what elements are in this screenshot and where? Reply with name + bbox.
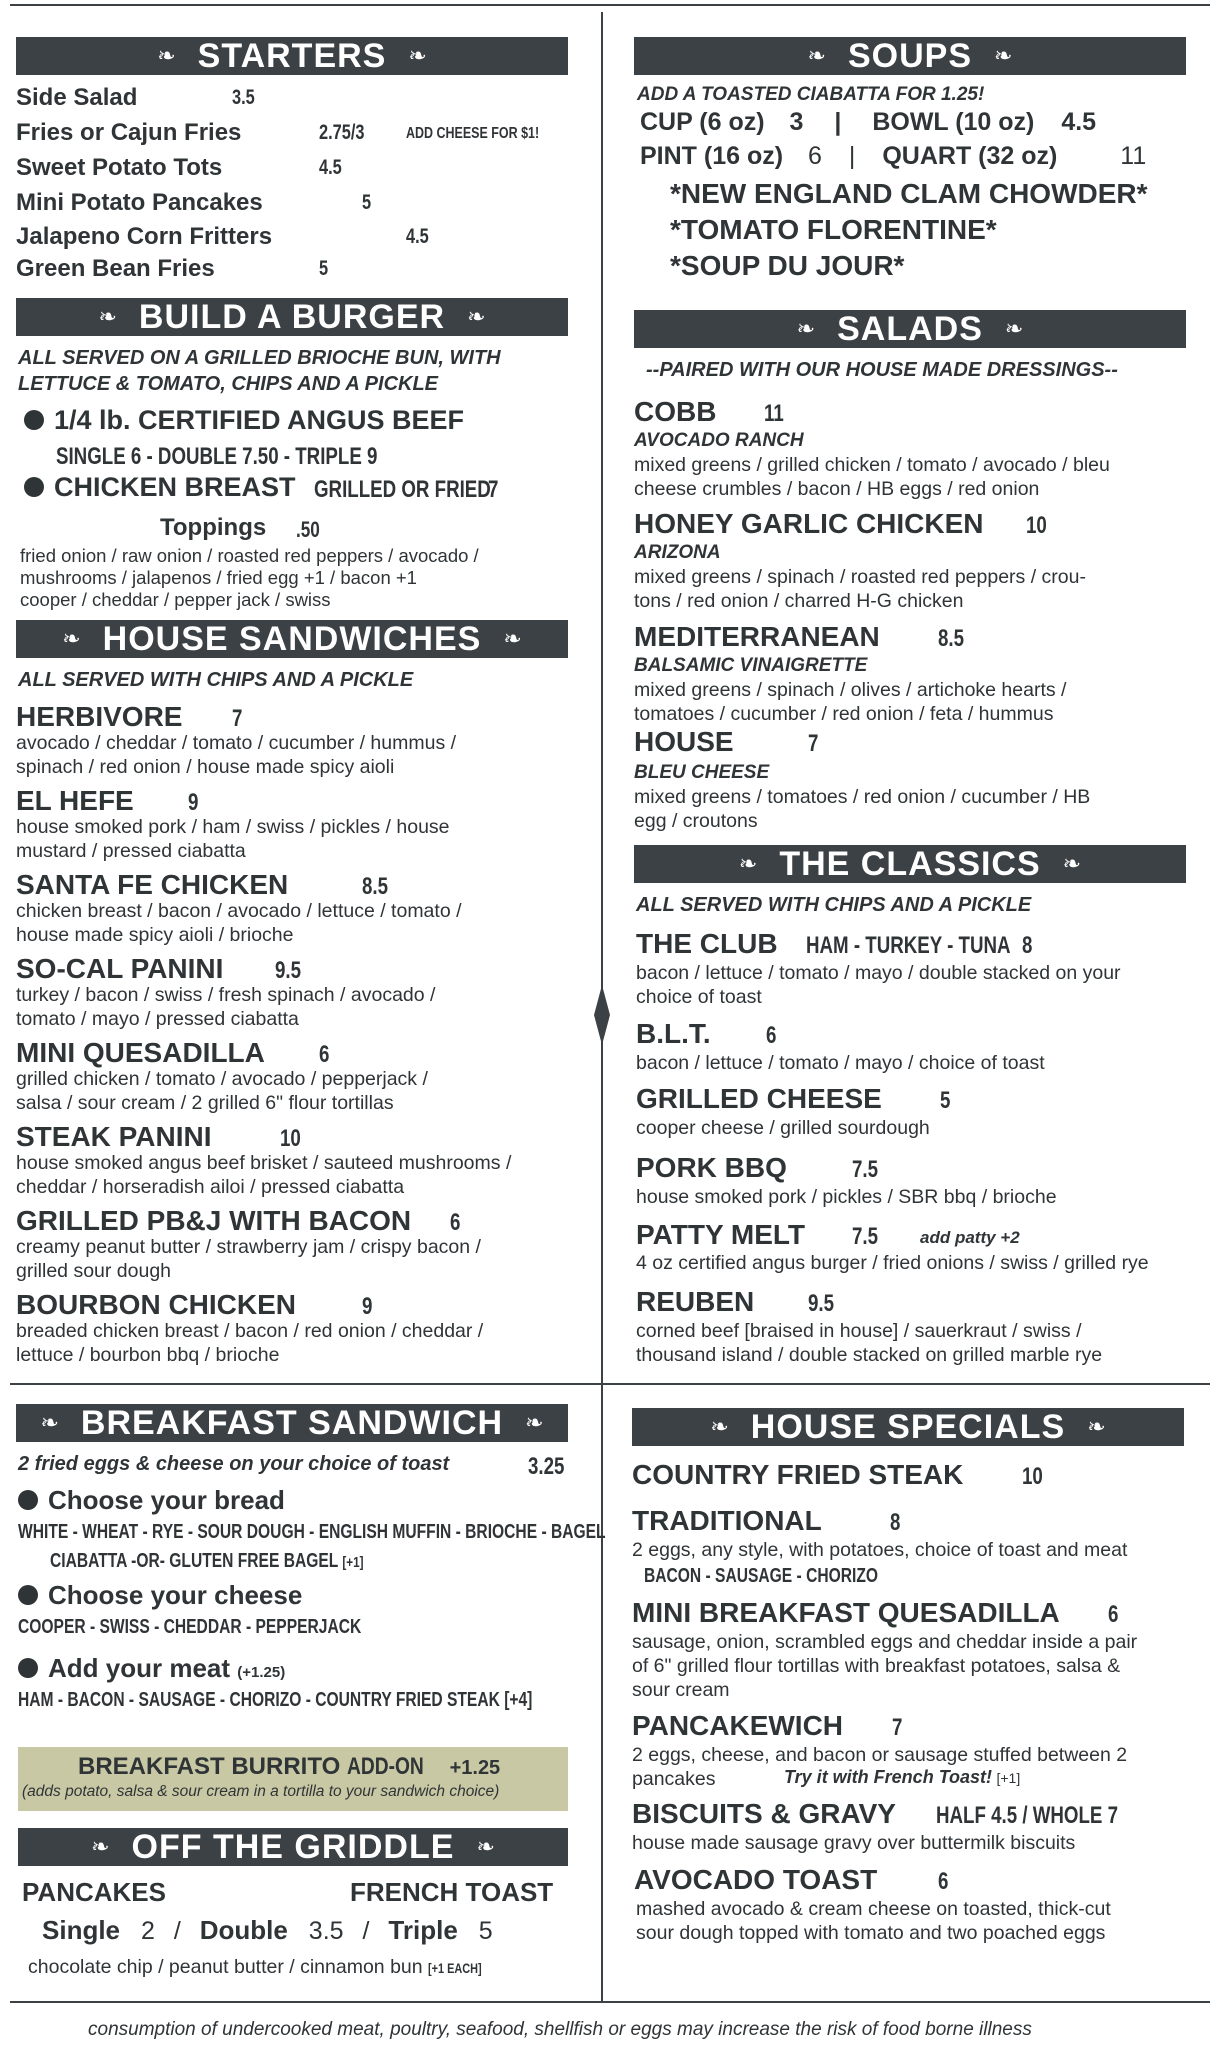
starter-price: 4.5 xyxy=(319,156,342,179)
classic-price: 5 xyxy=(940,1087,951,1114)
salad-desc: mixed greens / grilled chicken / tomato / avocado / bleu xyxy=(634,454,1110,476)
cheese-label: Choose your cheese xyxy=(18,1580,302,1611)
sandwich-desc: chicken breast / bacon / avocado / lettuce / tomato / xyxy=(16,900,462,922)
beef-option: 1/4 lb. CERTIFIED ANGUS BEEF xyxy=(24,405,464,436)
toppings-list: cooper / cheddar / pepper jack / swiss xyxy=(20,589,331,610)
classic-name: B.L.T. xyxy=(636,1018,711,1049)
special-name: AVOCADO TOAST xyxy=(634,1864,878,1895)
burrito-note: (adds potato, salsa & sour cream in a tortilla to your sandwich choice) xyxy=(22,1783,500,1800)
classic-name: GRILLED CHEESE xyxy=(636,1083,882,1114)
special-desc: 2 eggs, cheese, and bacon or sausage stuffed between 2 xyxy=(632,1744,1128,1766)
leaf-icon: ❧ xyxy=(1087,1414,1106,1440)
classic-price: 7.5 xyxy=(852,1223,879,1250)
breakfast-price: 3.25 xyxy=(528,1453,565,1480)
salad-desc: mixed greens / spinach / roasted red peppers / crou- xyxy=(634,566,1086,588)
sandwich-price: 10 xyxy=(280,1125,301,1152)
leaf-icon: ❧ xyxy=(738,851,758,877)
salad-price: 7 xyxy=(808,730,819,757)
classic-price: 8 xyxy=(1022,932,1033,959)
sandwich-price: 9 xyxy=(362,1293,373,1320)
starter-price: 4.5 xyxy=(406,225,429,248)
sandwich-desc: house smoked angus beef brisket / sauteed mushrooms / xyxy=(16,1152,512,1174)
sandwich-name: HERBIVORE xyxy=(16,701,183,732)
salad-name: HOUSE xyxy=(634,726,734,757)
bread-options: CIABATTA -OR- GLUTEN FREE BAGEL [+1] xyxy=(50,1550,364,1572)
footer-disclaimer: consumption of undercooked meat, poultry, seafood, shellfish or eggs may increase the risk of food borne illness xyxy=(88,2019,1032,2040)
top-rule xyxy=(10,4,1210,6)
soup-item: *SOUP DU JOUR* xyxy=(670,250,905,281)
bullet-icon xyxy=(24,477,44,497)
cheese-note: ADD CHEESE FOR $1! xyxy=(406,125,540,142)
bottom-rule xyxy=(10,2001,1210,2003)
special-name: TRADITIONAL xyxy=(632,1505,822,1536)
starter-price: 5 xyxy=(319,257,329,280)
bullet-icon xyxy=(18,1658,38,1678)
starters-title: STARTERS xyxy=(197,36,387,75)
diamond-ornament xyxy=(594,985,610,1045)
soup-sizes-row1: CUP (6 oz) 3 | BOWL (10 oz) 4.5 xyxy=(640,108,1097,136)
classic-desc: thousand island / double stacked on grilled marble rye xyxy=(636,1344,1103,1366)
salad-price: 8.5 xyxy=(938,625,965,652)
special-desc: of 6" grilled flour tortillas with breakfast potatoes, salsa & xyxy=(632,1655,1121,1677)
pancakes-label: PANCAKES xyxy=(22,1877,166,1907)
sandwiches-note: ALL SERVED WITH CHIPS AND A PICKLE xyxy=(18,669,414,691)
salad-name: MEDITERRANEAN xyxy=(634,621,880,652)
sandwich-desc: creamy peanut butter / strawberry jam / crispy bacon / xyxy=(16,1236,481,1258)
special-desc: pancakes xyxy=(632,1768,716,1790)
starter-price: 2.75/3 xyxy=(319,121,365,144)
special-name: MINI BREAKFAST QUESADILLA xyxy=(632,1597,1060,1628)
starter-name: Sweet Potato Tots xyxy=(16,154,223,181)
burger-sizes: SINGLE 6 - DOUBLE 7.50 - TRIPLE 9 xyxy=(56,443,378,470)
sandwich-desc: house smoked pork / ham / swiss / pickles / house xyxy=(16,816,450,838)
sandwiches-banner xyxy=(16,620,568,658)
chicken-option: CHICKEN BREAST xyxy=(24,472,296,503)
classic-desc: cooper cheese / grilled sourdough xyxy=(636,1117,930,1139)
sandwich-price: 6 xyxy=(319,1041,330,1068)
special-desc: 2 eggs, any style, with potatoes, choice of toast and meat xyxy=(632,1539,1128,1561)
salads-title: SALADS xyxy=(837,309,983,348)
leaf-icon: ❧ xyxy=(710,1414,729,1440)
mid-rule xyxy=(10,1383,1210,1385)
toppings-price: .50 xyxy=(296,517,320,542)
leaf-icon: ❧ xyxy=(91,1834,110,1860)
sandwich-desc: breaded chicken breast / bacon / red onion / cheddar / xyxy=(16,1320,484,1342)
griddle-banner xyxy=(18,1828,568,1866)
breakfast-title: BREAKFAST SANDWICH xyxy=(80,1403,504,1442)
special-name: PANCAKEWICH xyxy=(632,1710,844,1741)
french-toast-label: FRENCH TOAST xyxy=(350,1877,554,1907)
classics-banner xyxy=(634,845,1186,883)
traditional-meats: BACON - SAUSAGE - CHORIZO xyxy=(644,1565,878,1587)
sandwich-name: STEAK PANINI xyxy=(16,1121,212,1152)
leaf-icon: ❧ xyxy=(796,316,816,342)
soups-banner xyxy=(634,37,1186,75)
salad-dressing: ARIZONA xyxy=(634,542,721,563)
leaf-icon: ❧ xyxy=(476,1834,495,1860)
burger-title: BUILD A BURGER xyxy=(138,297,446,336)
griddle-sizes: Single 2 / Double 3.5 / Triple 5 xyxy=(42,1915,493,1945)
chicken-price: 7 xyxy=(488,476,499,503)
salad-name: HONEY GARLIC CHICKEN xyxy=(634,508,984,539)
salad-desc: tons / red onion / charred H-G chicken xyxy=(634,590,964,612)
salad-price: 11 xyxy=(764,400,784,427)
starter-price: 5 xyxy=(362,191,372,214)
bullet-icon xyxy=(18,1490,38,1510)
classic-desc: bacon / lettuce / tomato / mayo / double stacked on your xyxy=(636,962,1121,984)
classic-name: PORK BBQ xyxy=(636,1152,787,1183)
sandwich-name: GRILLED PB&J WITH BACON xyxy=(16,1205,412,1236)
soups-title: SOUPS xyxy=(847,36,973,75)
sandwich-desc: avocado / cheddar / tomato / cucumber / hummus / xyxy=(16,732,457,754)
special-desc: mashed avocado & cream cheese on toasted, thick-cut xyxy=(636,1898,1111,1920)
soup-item: *NEW ENGLAND CLAM CHOWDER* xyxy=(670,178,1148,209)
salad-dressing: BLEU CHEESE xyxy=(634,762,770,783)
soups-note: ADD A TOASTED CIABATTA FOR 1.25! xyxy=(637,84,985,105)
special-price: 10 xyxy=(1022,1463,1043,1490)
sandwich-name: MINI QUESADILLA xyxy=(16,1037,265,1068)
classics-title: THE CLASSICS xyxy=(779,844,1041,883)
sandwich-desc: salsa / sour cream / 2 grilled 6" flour tortillas xyxy=(16,1092,394,1114)
sandwich-desc: mustard / pressed ciabatta xyxy=(16,840,246,862)
salad-name: COBB xyxy=(634,396,717,427)
salads-banner xyxy=(634,310,1186,348)
classic-desc: house smoked pork / pickles / SBR bbq / brioche xyxy=(636,1186,1057,1208)
special-desc: sausage, onion, scrambled eggs and cheddar inside a pair xyxy=(632,1631,1138,1653)
salad-desc: mixed greens / tomatoes / red onion / cucumber / HB xyxy=(634,786,1091,808)
breakfast-note: 2 fried eggs & cheese on your choice of toast xyxy=(18,1453,450,1475)
classic-desc: 4 oz certified angus burger / fried onions / swiss / grilled rye xyxy=(636,1252,1149,1274)
burger-note: LETTUCE & TOMATO, CHIPS AND A PICKLE xyxy=(18,373,439,395)
salad-desc: cheese crumbles / bacon / HB eggs / red onion xyxy=(634,478,1040,500)
salad-desc: egg / croutons xyxy=(634,810,758,832)
toppings-list: fried onion / raw onion / roasted red peppers / avocado / xyxy=(20,545,479,566)
soup-item: *TOMATO FLORENTINE* xyxy=(670,214,997,245)
salad-desc: tomatoes / cucumber / red onion / feta / hummus xyxy=(634,703,1054,725)
toppings-list: mushrooms / jalapenos / fried egg +1 / bacon +1 xyxy=(20,567,417,588)
starter-name: Side Salad xyxy=(16,84,138,111)
soup-sizes-row2: PINT (16 oz) 6 | QUART (32 oz) 11 xyxy=(640,142,1147,170)
meat-options: HAM - BACON - SAUSAGE - CHORIZO - COUNTRY FRIED STEAK [+4] xyxy=(18,1689,533,1711)
leaf-icon: ❧ xyxy=(98,304,117,330)
sandwich-price: 9 xyxy=(188,789,199,816)
salad-dressing: AVOCADO RANCH xyxy=(634,430,804,451)
burrito-title: BREAKFAST BURRITO ADD-ON +1.25 xyxy=(78,1753,501,1780)
classic-price: 6 xyxy=(766,1022,777,1049)
leaf-icon: ❧ xyxy=(503,626,522,652)
burger-banner xyxy=(16,298,568,336)
sandwich-desc: house made spicy aioli / brioche xyxy=(16,924,294,946)
leaf-icon: ❧ xyxy=(408,43,427,69)
classic-name: THE CLUB xyxy=(636,928,778,959)
salad-desc: mixed greens / spinach / olives / artichoke hearts / xyxy=(634,679,1067,701)
leaf-icon: ❧ xyxy=(467,304,486,330)
chicken-opt: GRILLED OR FRIED xyxy=(314,476,491,503)
sandwich-desc: spinach / red onion / house made spicy aioli xyxy=(16,756,395,778)
leaf-icon: ❧ xyxy=(994,43,1013,69)
pancakewich-try: Try it with French Toast! [+1] xyxy=(784,1767,1021,1787)
sandwich-name: SANTA FE CHICKEN xyxy=(16,869,289,900)
sandwich-desc: tomato / mayo / pressed ciabatta xyxy=(16,1008,299,1030)
classic-desc: bacon / lettuce / tomato / mayo / choice of toast xyxy=(636,1052,1045,1074)
starter-name: Mini Potato Pancakes xyxy=(16,189,263,216)
leaf-icon: ❧ xyxy=(1062,851,1082,877)
sandwich-desc: turkey / bacon / swiss / fresh spinach / avocado / xyxy=(16,984,436,1006)
special-desc: sour dough topped with tomato and two poached eggs xyxy=(636,1922,1106,1944)
special-name: BISCUITS & GRAVY xyxy=(632,1798,896,1829)
starters-banner xyxy=(16,37,568,75)
leaf-icon: ❧ xyxy=(40,1410,59,1436)
burger-note: ALL SERVED ON A GRILLED BRIOCHE BUN, WITH xyxy=(18,347,501,369)
starter-price: 3.5 xyxy=(232,86,255,109)
bullet-icon xyxy=(18,1585,38,1605)
classic-price: 7.5 xyxy=(852,1156,879,1183)
sandwich-desc: grilled sour dough xyxy=(16,1260,172,1282)
griddle-title: OFF THE GRIDDLE xyxy=(131,1827,455,1866)
toppings-label: Toppings xyxy=(160,514,267,541)
leaf-icon: ❧ xyxy=(62,626,81,652)
classic-desc: choice of toast xyxy=(636,986,762,1008)
sandwich-name: SO-CAL PANINI xyxy=(16,953,224,984)
classics-note: ALL SERVED WITH CHIPS AND A PICKLE xyxy=(636,894,1032,916)
sandwich-name: BOURBON CHICKEN xyxy=(16,1289,296,1320)
special-price: 6 xyxy=(1108,1601,1119,1628)
breakfast-banner xyxy=(16,1404,568,1442)
sandwich-price: 9.5 xyxy=(275,957,302,984)
special-desc: sour cream xyxy=(632,1679,730,1701)
leaf-icon: ❧ xyxy=(525,1410,544,1436)
special-name: COUNTRY FRIED STEAK xyxy=(632,1459,964,1490)
meat-label: Add your meat (+1.25) xyxy=(18,1653,285,1684)
sandwich-price: 6 xyxy=(450,1209,461,1236)
salads-note: --PAIRED WITH OUR HOUSE MADE DRESSINGS-- xyxy=(646,359,1118,381)
specials-banner xyxy=(632,1408,1184,1446)
bread-label: Choose your bread xyxy=(18,1485,285,1516)
classic-extra: add patty +2 xyxy=(920,1228,1020,1247)
special-price: 6 xyxy=(938,1868,949,1895)
bullet-icon xyxy=(24,410,44,430)
special-price: 7 xyxy=(892,1714,903,1741)
special-desc: house made sausage gravy over buttermilk biscuits xyxy=(632,1832,1076,1854)
starter-name: Fries or Cajun Fries xyxy=(16,119,242,146)
sandwich-desc: lettuce / bourbon bbq / brioche xyxy=(16,1344,280,1366)
sandwich-price: 8.5 xyxy=(362,873,389,900)
specials-title: HOUSE SPECIALS xyxy=(750,1407,1066,1446)
classic-name: REUBEN xyxy=(636,1286,755,1317)
starter-name: Green Bean Fries xyxy=(16,255,215,282)
classic-name: PATTY MELT xyxy=(636,1219,806,1250)
sandwiches-title: HOUSE SANDWICHES xyxy=(102,619,482,658)
salad-dressing: BALSAMIC VINAIGRETTE xyxy=(634,655,868,676)
salad-price: 10 xyxy=(1026,512,1047,539)
classic-desc: corned beef [braised in house] / sauerkraut / swiss / xyxy=(636,1320,1082,1342)
starter-name: Jalapeno Corn Fritters xyxy=(16,223,273,250)
leaf-icon: ❧ xyxy=(807,43,826,69)
sandwich-desc: cheddar / horseradish ailoi / pressed ciabatta xyxy=(16,1176,405,1198)
leaf-icon: ❧ xyxy=(1004,316,1024,342)
griddle-toppings: chocolate chip / peanut butter / cinnamon bun [+1 EACH] xyxy=(28,1956,482,1978)
cheese-options: COOPER - SWISS - CHEDDAR - PEPPERJACK xyxy=(18,1616,362,1638)
sandwich-name: EL HEFE xyxy=(16,785,134,816)
classic-price: 9.5 xyxy=(808,1290,835,1317)
classic-option: HAM - TURKEY - TUNA xyxy=(806,932,1011,959)
biscuits-options: HALF 4.5 / WHOLE 7 xyxy=(936,1802,1119,1829)
sandwich-price: 7 xyxy=(232,705,243,732)
leaf-icon: ❧ xyxy=(157,43,176,69)
sandwich-desc: grilled chicken / tomato / avocado / pepperjack / xyxy=(16,1068,428,1090)
special-price: 8 xyxy=(890,1509,901,1536)
bread-options: WHITE - WHEAT - RYE - SOUR DOUGH - ENGLISH MUFFIN - BRIOCHE - BAGEL xyxy=(18,1521,606,1543)
